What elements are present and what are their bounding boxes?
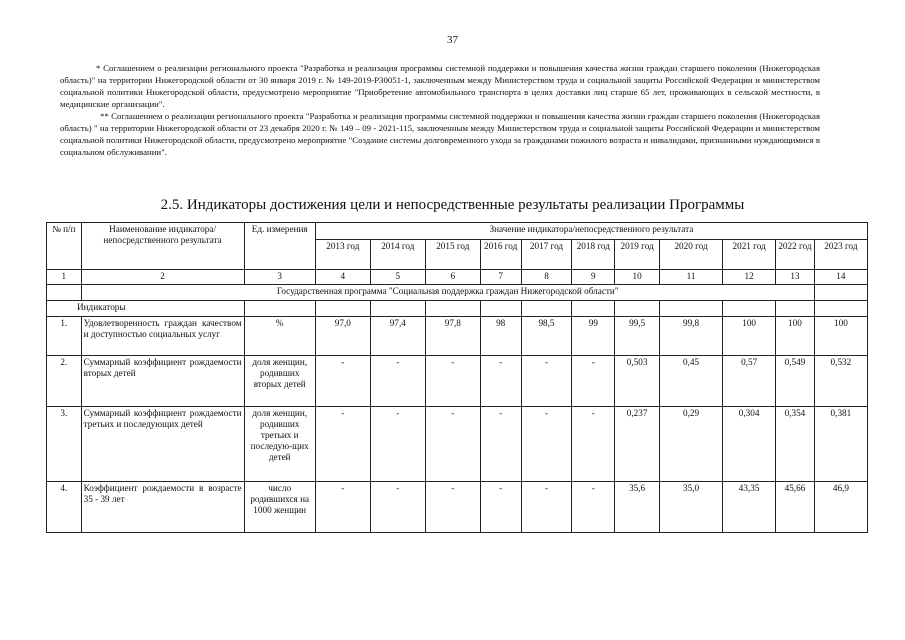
- program-title: Государственная программа "Социальная поддержка граждан Нижегородской области": [81, 285, 814, 301]
- empty-cell: [244, 301, 315, 317]
- indicator-value: -: [425, 482, 480, 533]
- empty-cell: [370, 301, 425, 317]
- indicator-value: -: [480, 356, 521, 407]
- indicator-unit: доля женщин, родивших третьих и последую-щих детей: [244, 407, 315, 482]
- header-row: [47, 223, 868, 240]
- column-number: 3: [244, 270, 315, 285]
- indicator-value: -: [370, 482, 425, 533]
- column-number: 14: [814, 270, 867, 285]
- header-year: 2014 год: [370, 240, 425, 270]
- section-title: 2.5. Индикаторы достижения цели и непосредственные результаты реализации Программы: [160, 197, 745, 213]
- column-number: 10: [615, 270, 660, 285]
- header-name: Наименование индикатора/непосредственного результата: [81, 223, 244, 270]
- indicator-value: -: [480, 482, 521, 533]
- header-year: 2022 год: [776, 240, 815, 270]
- table-row: [47, 407, 868, 482]
- header-year: 2021 год: [723, 240, 776, 270]
- empty-cell: [315, 301, 370, 317]
- column-number: 6: [425, 270, 480, 285]
- table-row: [47, 482, 868, 533]
- column-number: 2: [81, 270, 244, 285]
- indicator-value: 100: [776, 317, 815, 356]
- header-num: № п/п: [47, 223, 82, 270]
- indicator-value: 98: [480, 317, 521, 356]
- indicator-value: 99,8: [660, 317, 723, 356]
- column-number: 11: [660, 270, 723, 285]
- header-year: 2020 год: [660, 240, 723, 270]
- footnote-1: * Соглашением о реализации регионального проекта "Разработка и реализация программы системной поддержки и повышения качества жизни граждан старшего поколения (Нижегородская область)" на территории Нижегородской области от 30 января 2019 г. № 149-2019-Р30051-1, заключенным между Министерством труда и социальной защиты Российской Федерации и министерством социальной политики Нижегородской области, предусмотрено мероприятие "Приобретение автомобильного транспорта в целях доставки лиц старше 65 лет, проживающих в сельской местности, в медицинские организации".: [60, 63, 820, 109]
- empty-cell: [660, 301, 723, 317]
- header-year: 2013 год: [315, 240, 370, 270]
- indicator-value: 0,304: [723, 407, 776, 482]
- indicator-value: 0,503: [615, 356, 660, 407]
- indicator-value: 0,57: [723, 356, 776, 407]
- row-number: 1.: [47, 317, 82, 356]
- indicators-table: [46, 222, 868, 533]
- indicator-value: 0,532: [814, 356, 867, 407]
- header-unit: Ед. измерения: [244, 223, 315, 270]
- indicator-value: 100: [723, 317, 776, 356]
- indicator-value: 35,0: [660, 482, 723, 533]
- indicator-value: 35,6: [615, 482, 660, 533]
- indicator-unit: доля женщин, родивших вторых детей: [244, 356, 315, 407]
- indicator-value: 45,66: [776, 482, 815, 533]
- indicator-value: 98,5: [521, 317, 572, 356]
- table-row: [47, 317, 868, 356]
- column-numbers-row: [47, 270, 868, 285]
- indicator-value: 0,237: [615, 407, 660, 482]
- column-number: 13: [776, 270, 815, 285]
- indicators-label-row: [47, 301, 868, 317]
- indicator-value: -: [425, 356, 480, 407]
- column-number: 5: [370, 270, 425, 285]
- indicator-value: 97,0: [315, 317, 370, 356]
- column-number: 12: [723, 270, 776, 285]
- footnote-2: ** Соглашением о реализации регионального проекта "Разработка и реализация программы системной поддержки и повышения качества жизни граждан старшего поколения (Нижегородская область) " на территории Нижегородской области от 23 декабря 2020 г. № 149 – 09 - 2021-115, заключенным между Министерством труда и социальной защиты Российской Федерации и министерством социальной политики Нижегородской области, предусмотрено мероприятие "Создание системы долговременного ухода за гражданами пожилого возраста и инвалидами, признанными нуждающимися в социальном обслуживании".: [60, 111, 820, 157]
- indicator-unit: число родившихся на 1000 женщин: [244, 482, 315, 533]
- header-year: 2017 год: [521, 240, 572, 270]
- empty-cell: [572, 301, 615, 317]
- indicator-unit: %: [244, 317, 315, 356]
- empty-cell: [814, 301, 867, 317]
- indicator-value: 0,354: [776, 407, 815, 482]
- indicator-value: 0,549: [776, 356, 815, 407]
- indicator-value: -: [572, 482, 615, 533]
- program-row: [47, 285, 868, 301]
- indicator-value: -: [572, 356, 615, 407]
- column-number: 4: [315, 270, 370, 285]
- indicator-value: 0,29: [660, 407, 723, 482]
- header-year: 2019 год: [615, 240, 660, 270]
- empty-cell: [723, 301, 776, 317]
- indicator-value: 99,5: [615, 317, 660, 356]
- column-number: 1: [47, 270, 82, 285]
- header-year: 2023 год: [814, 240, 867, 270]
- indicator-value: 0,381: [814, 407, 867, 482]
- column-number: 9: [572, 270, 615, 285]
- indicator-name: Удовлетворенность граждан качеством и доступностью социальных услуг: [81, 317, 244, 356]
- indicator-value: -: [572, 407, 615, 482]
- header-year: 2015 год: [425, 240, 480, 270]
- indicator-value: -: [521, 407, 572, 482]
- indicator-value: 100: [814, 317, 867, 356]
- empty-cell: [776, 301, 815, 317]
- column-number: 7: [480, 270, 521, 285]
- footnotes: [60, 62, 820, 158]
- header-year: 2018 год: [572, 240, 615, 270]
- program-row-empty-cell: [814, 285, 867, 301]
- indicator-value: -: [370, 356, 425, 407]
- indicator-name: Суммарный коэффициент рождаемости третьих и последующих детей: [81, 407, 244, 482]
- row-number: 3.: [47, 407, 82, 482]
- empty-cell: [521, 301, 572, 317]
- indicator-value: 99: [572, 317, 615, 356]
- empty-cell: [480, 301, 521, 317]
- row-number: 2.: [47, 356, 82, 407]
- empty-cell: [615, 301, 660, 317]
- indicator-value: 97,4: [370, 317, 425, 356]
- indicator-value: -: [315, 407, 370, 482]
- table-row: [47, 356, 868, 407]
- indicator-value: -: [521, 356, 572, 407]
- page-number: 37: [447, 34, 458, 46]
- program-row-empty-cell: [47, 285, 82, 301]
- row-number: 4.: [47, 482, 82, 533]
- column-number: 8: [521, 270, 572, 285]
- indicators-label: Индикаторы: [47, 301, 245, 317]
- indicator-value: -: [370, 407, 425, 482]
- indicator-value: 46,9: [814, 482, 867, 533]
- indicator-value: -: [315, 482, 370, 533]
- indicator-value: 0,45: [660, 356, 723, 407]
- header-year: 2016 год: [480, 240, 521, 270]
- indicator-value: -: [521, 482, 572, 533]
- indicator-name: Коэффициент рождаемости в возрасте 35 - 39 лет: [81, 482, 244, 533]
- indicator-value: -: [315, 356, 370, 407]
- indicator-value: -: [425, 407, 480, 482]
- indicator-value: 43,35: [723, 482, 776, 533]
- header-values-group: Значение индикатора/непосредственного результата: [315, 223, 867, 240]
- indicator-value: 97,8: [425, 317, 480, 356]
- indicator-value: -: [480, 407, 521, 482]
- empty-cell: [425, 301, 480, 317]
- indicator-name: Суммарный коэффициент рождаемости вторых детей: [81, 356, 244, 407]
